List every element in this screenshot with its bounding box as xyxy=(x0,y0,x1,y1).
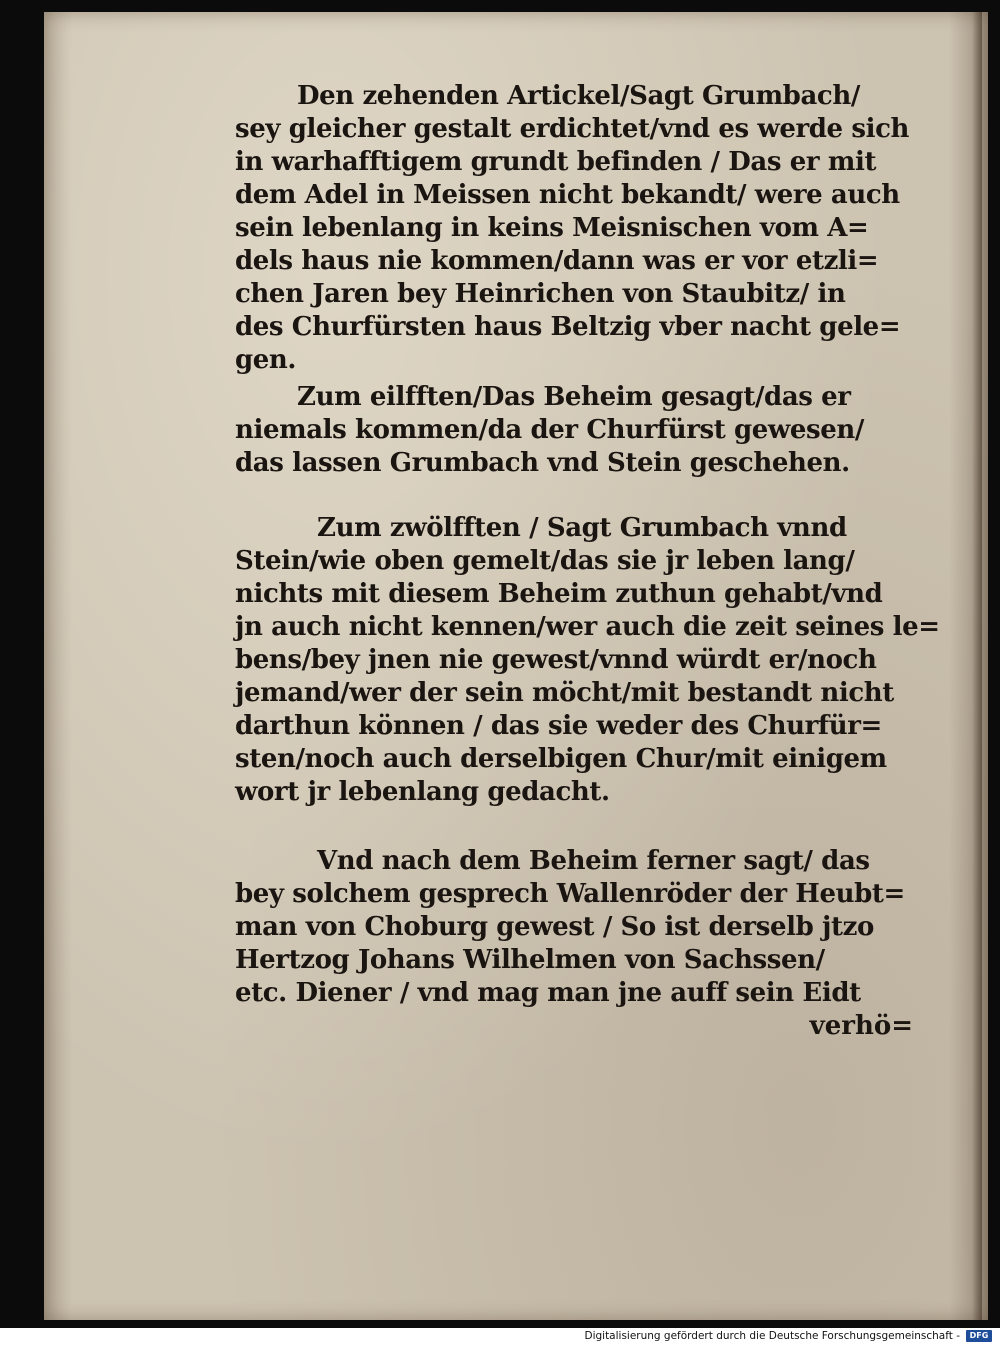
text-line-24: man von Choburg gewest / So ist derselb jtzo xyxy=(235,912,874,942)
page-text xyxy=(235,80,940,1043)
text-line-2: sey gleicher gestalt erdichtet/vnd es werde sich xyxy=(235,114,910,144)
text-line-6: dels haus nie kommen/dann was er vor etzli= xyxy=(235,246,879,276)
text-line-25: Hertzog Johans Wilhelmen von Sachssen/ xyxy=(235,945,825,975)
text-line-3: in warhafftigem grundt befinden / Das er mit xyxy=(235,147,877,177)
digitization-footer xyxy=(0,1328,1000,1345)
text-line-26: etc. Diener / vnd mag man jne auff sein Eidt xyxy=(235,978,861,1008)
text-line-19: darthun können / das sie weder des Churfür= xyxy=(235,711,882,741)
text-line-16: jn auch nicht kennen/wer auch die zeit seines le= xyxy=(235,612,940,642)
text-line-22: Vnd nach dem Beheim ferner sagt/ das xyxy=(317,846,870,876)
catchword: verhö= xyxy=(809,1011,913,1041)
dfg-logo-icon: DFG xyxy=(966,1330,992,1342)
text-line-7: chen Jaren bey Heinrichen von Staubitz/ in xyxy=(235,279,846,309)
text-line-21: wort jr lebenlang gedacht. xyxy=(235,777,610,807)
text-line-4: dem Adel in Meissen nicht bekandt/ were auch xyxy=(235,180,900,210)
text-line-15: nichts mit diesem Beheim zuthun gehabt/vnd xyxy=(235,579,883,609)
text-line-12: das lassen Grumbach vnd Stein geschehen. xyxy=(235,448,850,478)
text-line-5: sein lebenlang in keins Meisnischen vom A= xyxy=(235,213,869,243)
text-line-8: des Churfürsten haus Beltzig vber nacht gele= xyxy=(235,312,901,342)
text-line-1: Den zehenden Artickel/Sagt Grumbach/ xyxy=(297,81,860,111)
footer-credit: Digitalisierung gefördert durch die Deutsche Forschungsgemeinschaft - xyxy=(584,1330,960,1342)
text-line-20: sten/noch auch derselbigen Chur/mit einigem xyxy=(235,744,887,774)
text-line-11: niemals kommen/da der Churfürst gewesen/ xyxy=(235,415,865,445)
text-line-14: Stein/wie oben gemelt/das sie jr leben lang/ xyxy=(235,546,855,576)
page-edge-shadow xyxy=(972,12,982,1320)
text-line-13: Zum zwölfften / Sagt Grumbach vnnd xyxy=(317,513,847,543)
text-line-23: bey solchem gesprech Wallenröder der Heubt= xyxy=(235,879,905,909)
text-line-9: gen. xyxy=(235,345,297,375)
text-line-10: Zum eilfften/Das Beheim gesagt/das er xyxy=(297,382,851,412)
text-line-17: bens/bey jnen nie gewest/vnnd würdt er/noch xyxy=(235,645,877,675)
text-line-18: jemand/wer der sein möcht/mit bestandt nicht xyxy=(235,678,894,708)
